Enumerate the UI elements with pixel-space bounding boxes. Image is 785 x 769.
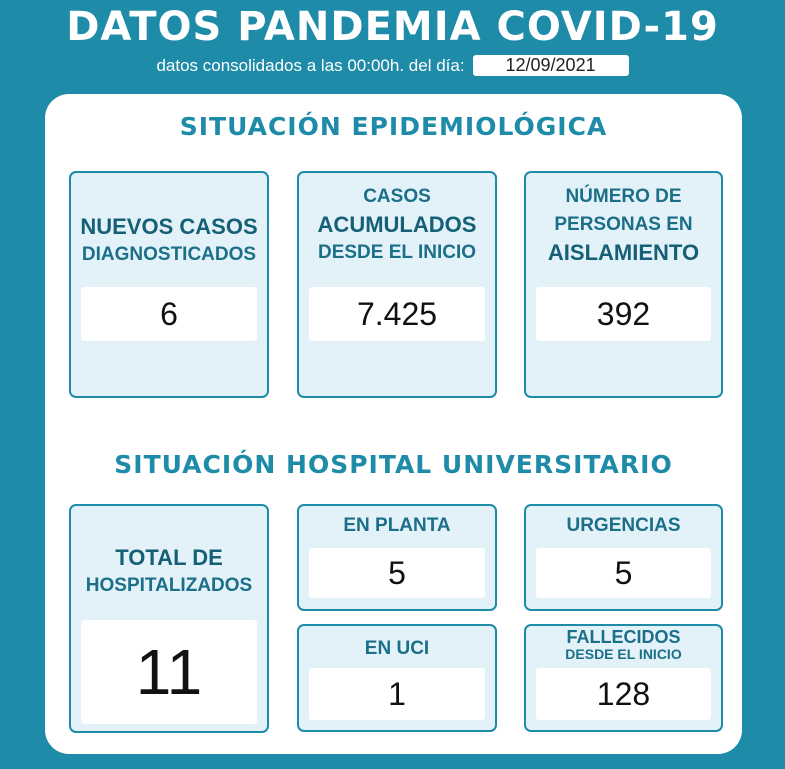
consolidation-note xyxy=(0,54,785,78)
card-fallecidos xyxy=(524,624,723,732)
label-line: DIAGNOSTICADOS xyxy=(81,244,257,265)
value-total-hospitalizados: 11 xyxy=(81,620,257,724)
value-en-uci: 1 xyxy=(309,668,485,720)
section-title-hospital: SITUACIÓN HOSPITAL UNIVERSITARIO xyxy=(114,450,673,479)
label-line: TOTAL DE xyxy=(115,545,223,570)
value-en-planta: 5 xyxy=(309,548,485,598)
content-panel xyxy=(45,94,742,754)
card-label xyxy=(526,629,721,663)
label-line: HOSPITALIZADOS xyxy=(85,575,253,596)
card-label xyxy=(299,183,495,267)
card-aislamiento xyxy=(524,171,723,398)
label-line: NÚMERO DE xyxy=(565,186,682,207)
date-field: 12/09/2021 xyxy=(473,55,629,76)
card-casos-acumulados xyxy=(297,171,497,398)
section-title-epidemiologica: SITUACIÓN EPIDEMIOLÓGICA xyxy=(179,112,608,141)
card-label xyxy=(71,544,267,600)
card-nuevos-casos xyxy=(69,171,269,398)
label-line: ACUMULADOS xyxy=(317,212,477,237)
card-label-urgencias: URGENCIAS xyxy=(566,515,681,536)
page-title: DATOS PANDEMIA COVID-19 xyxy=(66,4,719,50)
card-label xyxy=(526,183,721,267)
label-line: CASOS xyxy=(363,186,431,207)
label-line: NUEVOS CASOS xyxy=(80,214,258,239)
card-en-planta xyxy=(297,504,497,611)
label-line: AISLAMIENTO xyxy=(547,240,700,265)
value-aislamiento: 392 xyxy=(536,287,711,341)
value-casos-acumulados: 7.425 xyxy=(309,287,485,341)
value-nuevos-casos: 6 xyxy=(81,287,257,341)
card-urgencias xyxy=(524,504,723,611)
card-label-en-uci: EN UCI xyxy=(364,638,430,659)
card-label xyxy=(71,213,267,269)
card-label-en-planta: EN PLANTA xyxy=(343,515,451,536)
card-total-hospitalizados xyxy=(69,504,269,733)
label-line: FALLECIDOS xyxy=(566,627,681,647)
subtitle-text: datos consolidados a las 00:00h. del día: xyxy=(156,56,465,75)
value-fallecidos: 128 xyxy=(536,668,711,720)
label-line: DESDE EL INICIO xyxy=(565,646,682,662)
card-en-uci xyxy=(297,624,497,732)
value-urgencias: 5 xyxy=(536,548,711,598)
label-line: DESDE EL INICIO xyxy=(317,242,476,263)
label-line: PERSONAS EN xyxy=(554,214,693,235)
